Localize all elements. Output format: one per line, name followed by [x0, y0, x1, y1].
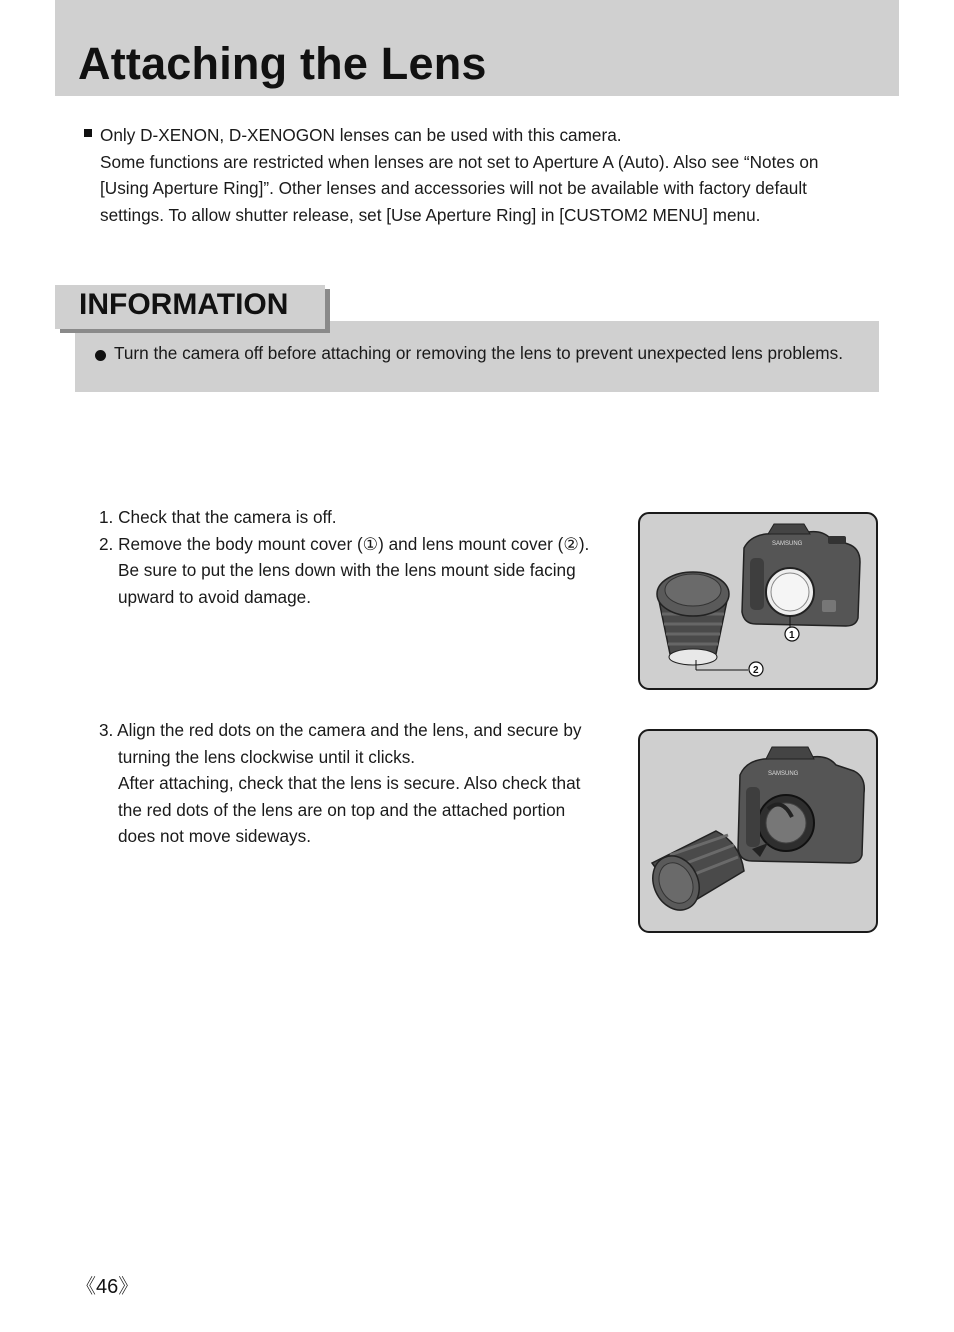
- step-line: the red dots of the lens are on top and the attached portion: [118, 799, 566, 820]
- camera-body-icon: [742, 524, 860, 626]
- intro-note: [84, 122, 844, 228]
- camera-body-icon: [738, 747, 864, 863]
- information-text: Turn the camera off before attaching or removing the lens to prevent unexpected lens problems.: [114, 343, 843, 363]
- step-line: 1. Check that the camera is off.: [99, 507, 337, 527]
- steps-block-2: [99, 717, 582, 850]
- page-title: Attaching the Lens: [78, 38, 487, 89]
- step-line: turning the lens clockwise until it clicks.: [118, 746, 416, 767]
- attach-lens-illustration: [640, 731, 876, 931]
- step-line: Be sure to put the lens down with the lens mount side facing: [118, 560, 576, 581]
- callout-2-label: 2: [753, 665, 759, 676]
- steps-block-1: [99, 504, 589, 610]
- step-line: 3. Align the red dots on the camera and the lens, and secure by: [99, 720, 582, 740]
- lens-icon: [644, 831, 744, 918]
- title-band: [55, 0, 899, 96]
- information-box: [75, 321, 879, 392]
- square-bullet-icon: [84, 129, 92, 137]
- brand-text: SAMSUNG: [772, 541, 803, 547]
- information-tab: [55, 285, 325, 329]
- camera-and-lens-illustration: [640, 514, 876, 688]
- intro-line: Only D-XENON, D-XENOGON lenses can be used with this camera.: [100, 125, 622, 145]
- step-line: 2. Remove the body mount cover (①) and lens mount cover (②).: [99, 533, 590, 554]
- callout-1-label: 1: [789, 630, 795, 641]
- lens-icon: [657, 572, 729, 665]
- step-line: upward to avoid damage.: [118, 586, 312, 607]
- intro-line: [Using Aperture Ring]”. Other lenses and accessories will not be available with factory default: [100, 178, 807, 199]
- step-line: After attaching, check that the lens is secure. Also check that: [118, 773, 581, 794]
- information-label: INFORMATION: [79, 288, 289, 321]
- figure-attach-lens: [638, 729, 878, 933]
- step-line: does not move sideways.: [118, 826, 311, 847]
- figure-remove-covers: [638, 512, 878, 690]
- round-bullet-icon: [95, 350, 106, 361]
- brand-text: SAMSUNG: [768, 771, 799, 777]
- intro-line: Some functions are restricted when lenses are not set to Aperture A (Auto). Also see “Notes on: [100, 151, 819, 172]
- intro-line: settings. To allow shutter release, set [Use Aperture Ring] in [CUSTOM2 MENU] menu.: [100, 204, 761, 225]
- page-number: 《46》: [76, 1276, 139, 1298]
